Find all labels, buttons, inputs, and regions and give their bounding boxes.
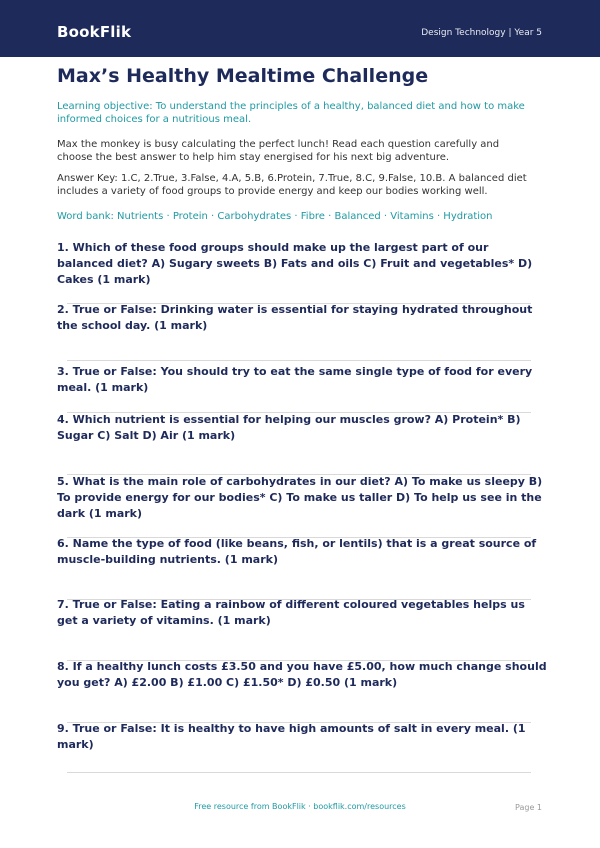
question-6: 6. Name the type of food (like beans, fish, or lentils) that is a great source of muscle-building nutrients. (1 mark)	[57, 537, 537, 566]
brand-logo: BookFlik	[57, 23, 132, 41]
subject-year-label: Design Technology | Year 5	[421, 28, 542, 38]
answer-line-9	[67, 772, 531, 773]
question-4: 4. Which nutrient is essential for helping our muscles grow? A) Protein* B) Sugar C) Salt D) Air (1 mark)	[57, 413, 521, 442]
intro-text: Max the monkey is busy calculating the perfect lunch! Read each question carefully and choose the best answer to help him stay energised for his next big adventure.	[57, 139, 500, 163]
question-1: 1. Which of these food groups should make up the largest part of our balanced diet? A) Sugary sweets B) Fats and oils C) Fruit and vegetables* D) Cakes (1 mark)	[57, 241, 533, 286]
learning-objective: Learning objective: To understand the principles of a healthy, balanced diet and how to make informed choices for a nutritious meal.	[57, 101, 525, 125]
footer-resource-link[interactable]: Free resource from BookFlik · bookflik.com/resources	[194, 802, 406, 811]
question-3: 3. True or False: You should try to eat the same single type of food for every meal. (1 mark)	[57, 365, 533, 394]
question-5: 5. What is the main role of carbohydrates in our diet? A) To make us sleepy B) To provide energy for our bodies* C) To make us taller D) To help us see in the dark (1 mark)	[57, 475, 543, 520]
question-8: 8. If a healthy lunch costs £3.50 and you have £5.00, how much change should you get? A) £2.00 B) £1.00 C) £1.50* D) £0.50 (1 mark)	[57, 660, 547, 689]
page-header	[0, 0, 600, 57]
question-9: 9. True or False: It is healthy to have high amounts of salt in every meal. (1 mark)	[57, 722, 526, 751]
answer-line-2	[67, 360, 531, 361]
word-bank: Word bank: Nutrients · Protein · Carbohydrates · Fibre · Balanced · Vitamins · Hydration	[57, 211, 493, 222]
question-2: 2. True or False: Drinking water is essential for staying hydrated throughout the school day. (1 mark)	[57, 303, 533, 332]
answer-key: Answer Key: 1.C, 2.True, 3.False, 4.A, 5.B, 6.Protein, 7.True, 8.C, 9.False, 10.B. A balanced diet includes a variety of food groups to provide energy and keep our bodies working well.	[57, 173, 527, 197]
page-title: Max’s Healthy Mealtime Challenge	[57, 65, 429, 87]
question-7: 7. True or False: Eating a rainbow of different coloured vegetables helps us get a variety of vitamins. (1 mark)	[57, 598, 525, 627]
page-number: Page 1	[515, 803, 542, 812]
